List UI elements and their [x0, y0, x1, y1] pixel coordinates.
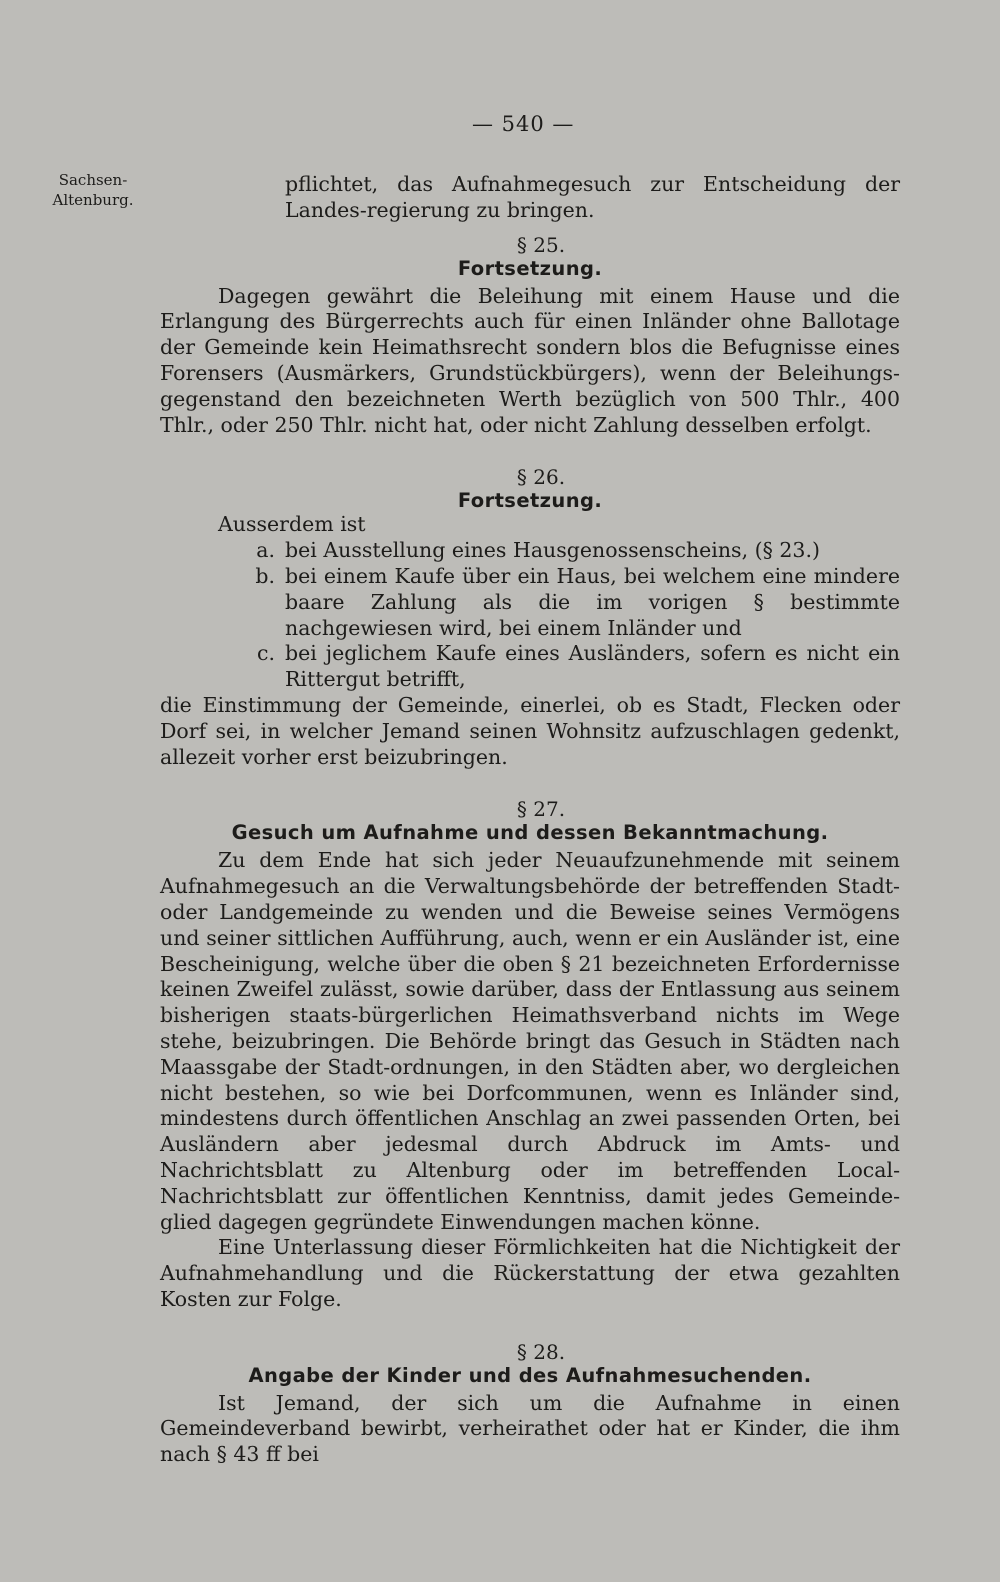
section-27-paragraph-2: Eine Unterlassung dieser Förmlichkeiten hat die Nichtigkeit der Aufnahmehandlung und die Rückerstattung der etwa gezahlten Kosten zur Folge.: [160, 1235, 900, 1311]
continuation-paragraph: pflichtet, das Aufnahmegesuch zur Entscheidung der Landes-regierung zu bringen.: [285, 172, 900, 222]
document-body: [160, 172, 900, 1468]
section-26-intro: Ausserdem ist: [218, 512, 366, 537]
section-26-title: Fortsetzung.: [457, 489, 603, 513]
list-item: [160, 564, 900, 641]
margin-note: Sachsen- Altenburg.: [52, 171, 134, 209]
section-28-title: Angabe der Kinder und des Aufnahmesuchenden.: [248, 1363, 812, 1387]
list-item-label: c.: [257, 641, 275, 666]
list-item-text: bei Ausstellung eines Hausgenossenscheins, (§ 23.): [285, 538, 820, 563]
section-25-text: Dagegen gewährt die Beleihung mit einem Hause und die Erlangung des Bürgerrechts auch für einen Inländer ohne Ballotage der Gemeinde kein Heimathsrecht sondern blos die Befugnisse eines Forensers (Ausmärkers, Grundstückbürgers), wenn der Beleihungs-gegenstand den bezeichneten Werth bezüglich von 500 Thlr., 400 Thlr., oder 250 Thlr. nicht hat, oder nicht Zahlung desselben erfolgt.: [160, 283, 900, 437]
section-26-number: § 26.: [516, 465, 566, 490]
list-item: [160, 641, 900, 693]
section-27-paragraph-1: Zu dem Ende hat sich jeder Neuaufzunehmende mit seinem Aufnahmegesuch an die Verwaltungsbehörde der betreffenden Stadt- oder Landgemeinde zu wenden und die Beweise seines Vermögens und seiner sittlichen Aufführung, auch, wenn er ein Ausländer ist, eine Bescheinigung, welche über die oben § 21 bezeichneten Erfordernisse keinen Zweifel zulässt, sowie darüber, dass der Entlassung aus seinem bisherigen staats-bürgerlichen Heimathsverband nichts im Wege stehe, beizubringen. Die Behörde bringt das Gesuch in Städten nach Maassgabe der Stadt-ordnungen, in den Städten aber, wo dergleichen nicht bestehen, so wie bei Dorfcommunen, wenn es Inländer sind, mindestens durch öffentlichen Anschlag an zwei passenden Orten, bei Ausländern aber jedesmal durch Abdruck im Amts- und Nachrichtsblatt zu Altenburg oder im betreffenden Local-Nachrichtsblatt zur öffentlichen Kenntniss, damit jedes Gemeinde-glied dagegen gegründete Einwendungen machen könne.: [160, 848, 900, 1234]
page-number: — 540 —: [472, 112, 575, 136]
section-25-title: Fortsetzung.: [457, 256, 603, 280]
section-28-number: § 28.: [516, 1339, 566, 1364]
section-28-paragraph-1: Ist Jemand, der sich um die Aufnahme in einen Gemeindeverband bewirbt, verheirathet oder hat er Kinder, die ihm nach § 43 ff bei: [160, 1390, 900, 1467]
list-item-text: bei einem Kaufe über ein Haus, bei welchem eine mindere baare Zahlung als die im vorigen § bestimmte nachgewiesen wird, bei einem Inländer und: [285, 563, 900, 640]
list-item-label: a.: [256, 538, 275, 563]
list-item-label: b.: [255, 563, 275, 588]
section-25-number: § 25.: [516, 232, 566, 257]
section-27-number: § 27.: [516, 797, 566, 822]
list-item-text: bei jeglichem Kaufe eines Ausländers, sofern es nicht ein Rittergut betrifft,: [285, 641, 900, 692]
section-27-title: Gesuch um Aufnahme und dessen Bekanntmachung.: [231, 821, 829, 845]
section-26-closing: die Einstimmung der Gemeinde, einerlei, ob es Stadt, Flecken oder Dorf sei, in welcher Jemand seinen Wohnsitz aufzuschlagen gedenkt, allezeit vorher erst beizubringen.: [160, 692, 900, 769]
list-item: [160, 538, 900, 564]
